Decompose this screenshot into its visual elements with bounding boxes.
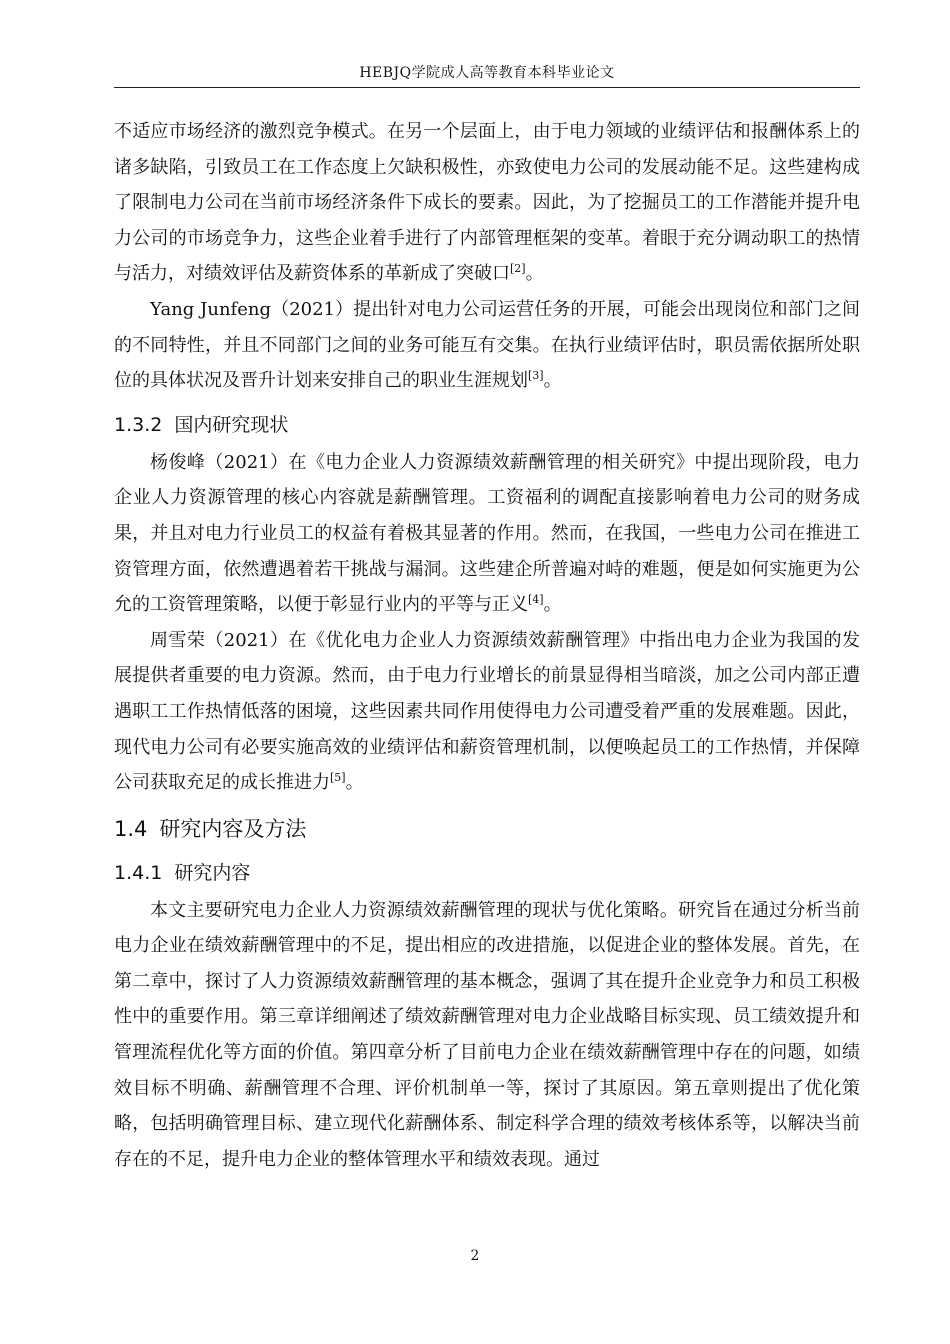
section-number: 1.4 (114, 816, 148, 841)
section-title: 研究内容 (174, 861, 251, 884)
paragraph-yang-junfeng (114, 292, 860, 399)
paragraph-text: 杨俊峰（2021）在《电力企业人力资源绩效薪酬管理的相关研究》中提出现阶段，电力企业人力资源管理的核心内容就是薪酬管理。工资福利的调配直接影响着电力公司的财务成果，并且对电力行业员工的权益有着极其显著的作用。然而，在我国，一些电力公司在推进工资管理方面，依然遭遇着若干挑战与漏洞。这些建企所普遍对峙的难题，便是如何实施更为公允的工资管理策略，以便于彰显行业内的平等与正义 (114, 451, 860, 616)
running-header: HEBJQ学院成人高等教育本科毕业论文 (359, 65, 615, 81)
paragraph-research-content (114, 893, 860, 1178)
paragraph-text: 本文主要研究电力企业人力资源绩效薪酬管理的现状与优化策略。研究旨在通过分析当前电力企业在绩效薪酬管理中的不足，提出相应的改进措施，以促进企业的整体发展。首先，在第二章中，探讨了人力资源绩效薪酬管理的基本概念，强调了其在提升企业竞争力和员工积极性中的重要作用。第三章详细阐述了绩效薪酬管理对电力企业战略目标实现、员工绩效提升和管理流程优化等方面的价值。第四章分析了目前电力企业在绩效薪酬管理中存在的问题，如绩效目标不明确、薪酬管理不合理、评价机制单一等，探讨了其原因。第五章则提出了优化策略，包括明确管理目标、建立现代化薪酬体系、制定科学合理的绩效考核体系等，以解决当前存在的不足，提升电力企业的整体管理水平和绩效表现。通过 (114, 899, 860, 1170)
section-heading-1-4 (114, 811, 860, 847)
paragraph-end: 。 (543, 594, 562, 616)
citation-ref: [4] (528, 593, 544, 607)
paragraph-text: 周雪荣（2021）在《优化电力企业人力资源绩效薪酬管理》中指出电力企业为我国的发展提供者重要的电力资源。然而，由于电力行业增长的前景显得相当暗淡，加之公司内部正遭遇职工工作热情低落的困境，这些因素共同作用使得电力公司遭受着严重的发展难题。因此，现代电力公司有必要实施高效的业绩评估和薪资管理机制，以便唤起员工的工作热情，并保障公司获取充足的成长推进力 (114, 629, 860, 794)
paragraph-zhou-xuerong (114, 623, 860, 801)
page-number: 2 (470, 1248, 480, 1264)
paragraph-end: 。 (525, 263, 544, 285)
section-heading-1-3-2 (114, 407, 860, 443)
paragraph-end: 。 (345, 772, 364, 794)
section-heading-1-4-1 (114, 855, 860, 891)
paragraph-continued (114, 114, 860, 292)
body-text (114, 114, 860, 1177)
citation-ref: [5] (330, 771, 346, 785)
section-number: 1.3.2 (114, 413, 163, 436)
paragraph-text: 不适应市场经济的激烈竞争模式。在另一个层面上，由于电力领域的业绩评估和报酬体系上的诸多缺陷，引致员工在工作态度上欠缺积极性，亦致使电力公司的发展动能不足。这些建构成了限制电力公司在当前市场经济条件下成长的要素。因此，为了挖掘员工的工作潜能并提升电力公司的市场竞争力，这些企业着手进行了内部管理框架的变革。着眼于充分调动职工的热情与活力，对绩效评估及薪资体系的革新成了突破口 (114, 121, 860, 285)
citation-ref: [2] (510, 262, 526, 276)
paragraph-text: Yang Junfeng（2021）提出针对电力公司运营任务的开展，可能会出现岗位和部门之间的不同特性，并且不同部门之间的业务可能互有交集。在执行业绩评估时，职员需依据所处职位的具体状况及晋升计划来安排自己的职业生涯规划 (114, 298, 860, 392)
paragraph-yang-junfeng-cn (114, 445, 860, 623)
paragraph-end: 。 (543, 370, 562, 392)
citation-ref: [3] (528, 369, 544, 383)
section-title: 研究内容及方法 (159, 816, 307, 841)
header-rule (114, 87, 860, 88)
section-number: 1.4.1 (114, 861, 163, 884)
section-title: 国内研究现状 (174, 413, 289, 436)
